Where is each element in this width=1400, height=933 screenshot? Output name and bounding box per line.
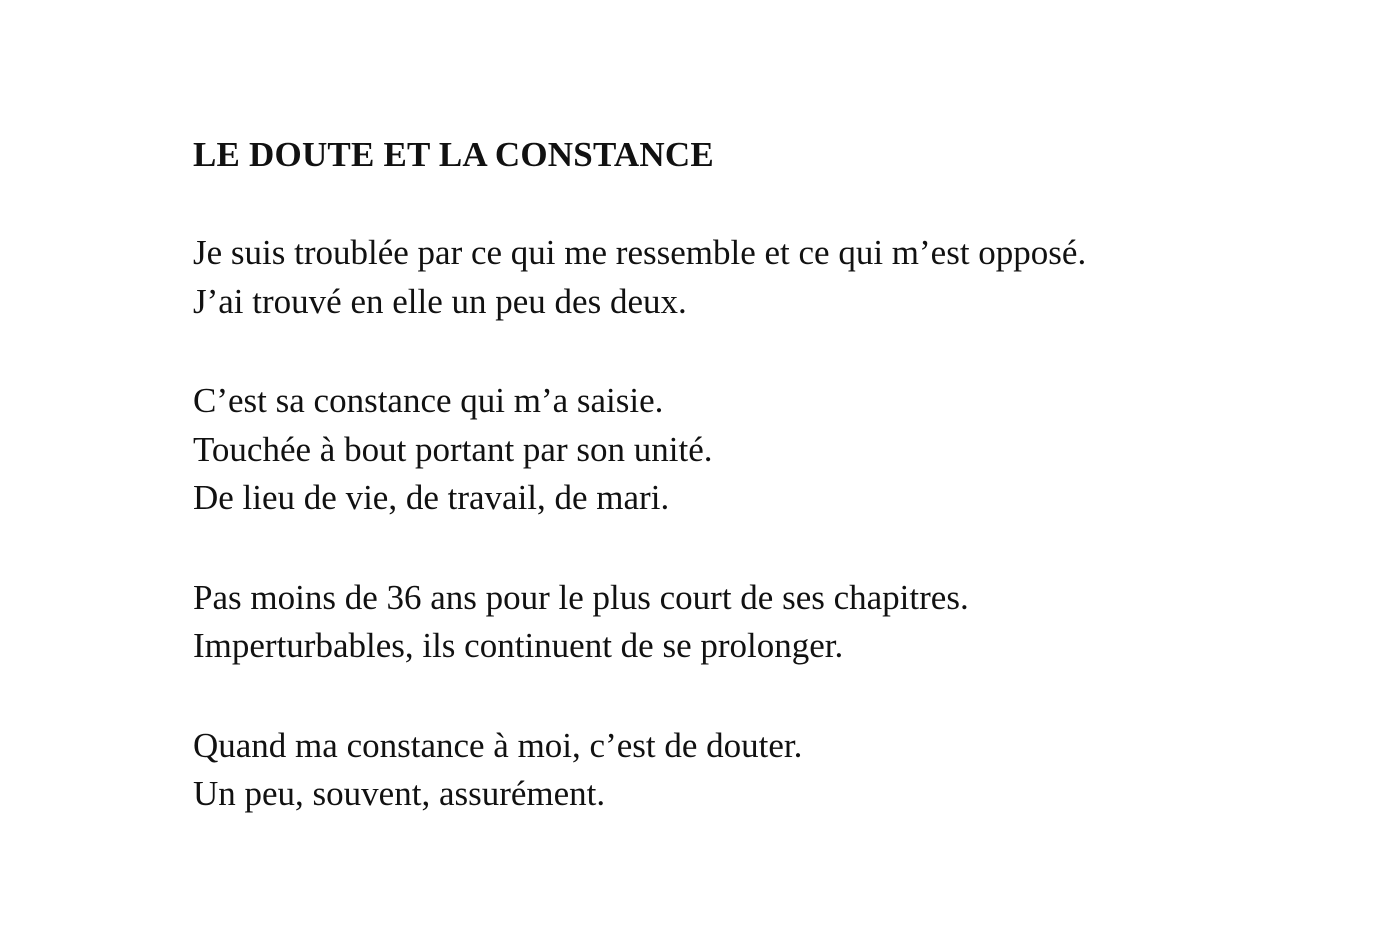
poem-line: Pas moins de 36 ans pour le plus court de ses chapitres.	[193, 577, 969, 617]
poem	[193, 133, 1343, 870]
poem-line: Je suis troublée par ce qui me ressemble et ce qui m’est opposé.	[193, 233, 1087, 272]
poem-line: Un peu, souvent, assurément.	[193, 774, 606, 813]
poem-line: Touchée à bout portant par son unité.	[193, 429, 713, 469]
stanza-2	[193, 377, 1343, 523]
stanza-4	[193, 722, 1343, 819]
poem-title: LE DOUTE ET LA CONSTANCE	[193, 135, 714, 174]
poem-line: C’est sa constance qui m’a saisie.	[193, 381, 664, 420]
stanza-3	[193, 574, 1343, 671]
poem-line: Quand ma constance à moi, c’est de douter.	[193, 725, 803, 765]
poem-line: De lieu de vie, de travail, de mari.	[193, 478, 670, 517]
poem-line: J’ai trouvé en elle un peu des deux.	[193, 281, 687, 321]
poem-line: Imperturbables, ils continuent de se prolonger.	[193, 626, 844, 665]
stanza-1	[193, 229, 1343, 326]
